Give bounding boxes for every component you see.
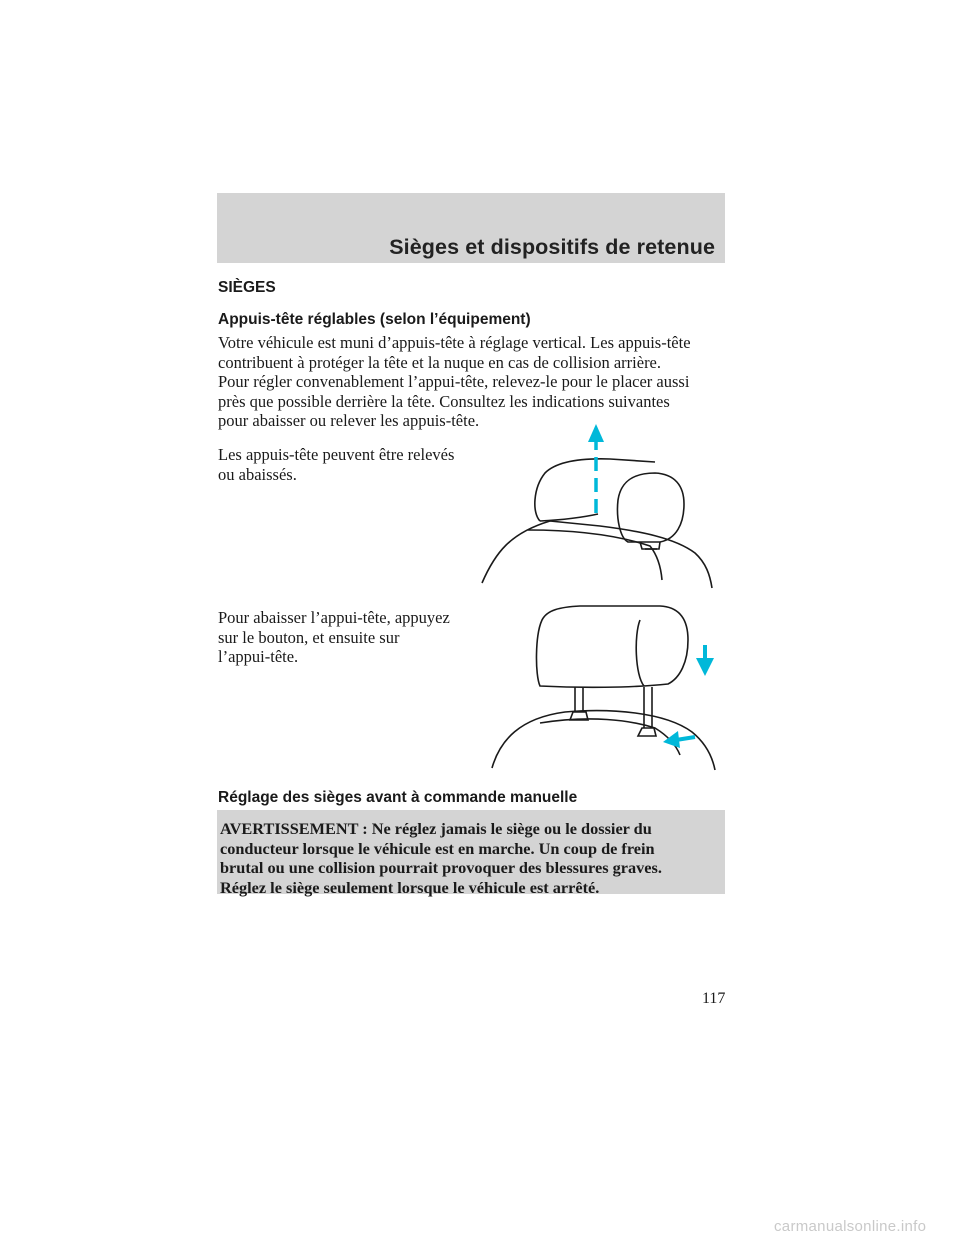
header-band — [217, 193, 725, 263]
manual-seats-heading: Réglage des sièges avant à commande manuelle — [218, 789, 578, 806]
watermark: carmanualsonline.info — [774, 1218, 927, 1235]
raise-line: Les appuis-tête peuvent être relevés — [218, 445, 455, 464]
page-number: 117 — [702, 990, 726, 1007]
intro-line: près que possible derrière la tête. Consultez les indications suivantes — [218, 391, 670, 411]
intro-paragraph — [218, 333, 691, 431]
lower-line: Pour abaisser l’appui-tête, appuyez — [218, 608, 450, 627]
headrest-lower-illustration — [480, 600, 730, 775]
warning-box — [217, 810, 725, 897]
intro-line: Votre véhicule est muni d’appuis-tête à réglage vertical. Les appuis-tête — [218, 333, 691, 352]
page-title: Sièges et dispositifs de retenue — [389, 235, 715, 259]
lower-paragraph — [218, 608, 450, 667]
lower-line: l’appui-tête. — [218, 647, 299, 666]
intro-line: Pour régler convenablement l’appui-tête, relevez-le pour le placer aussi — [218, 372, 690, 391]
raise-paragraph — [218, 445, 454, 484]
lower-line: sur le bouton, et ensuite sur — [218, 627, 400, 647]
headrest-raise-illustration — [470, 418, 730, 593]
warning-line: Réglez le siège seulement lorsque le véhicule est arrêté. — [220, 877, 600, 897]
warning-text — [220, 819, 724, 897]
headrests-heading: Appuis-tête réglables (selon l’équipement) — [218, 311, 531, 328]
warning-line: brutal ou une collision pourrait provoquer des blessures graves. — [220, 858, 662, 877]
intro-line: pour abaisser ou relever les appuis-tête. — [218, 411, 480, 430]
raise-line: ou abaissés. — [218, 464, 297, 484]
warning-line: AVERTISSEMENT : Ne réglez jamais le siège ou le dossier du — [220, 819, 652, 838]
section-heading: SIÈGES — [218, 279, 276, 296]
warning-line: conducteur lorsque le véhicule est en marche. Un coup de frein — [220, 838, 655, 858]
intro-line: contribuent à protéger la tête et la nuque en cas de collision arrière. — [218, 352, 662, 372]
